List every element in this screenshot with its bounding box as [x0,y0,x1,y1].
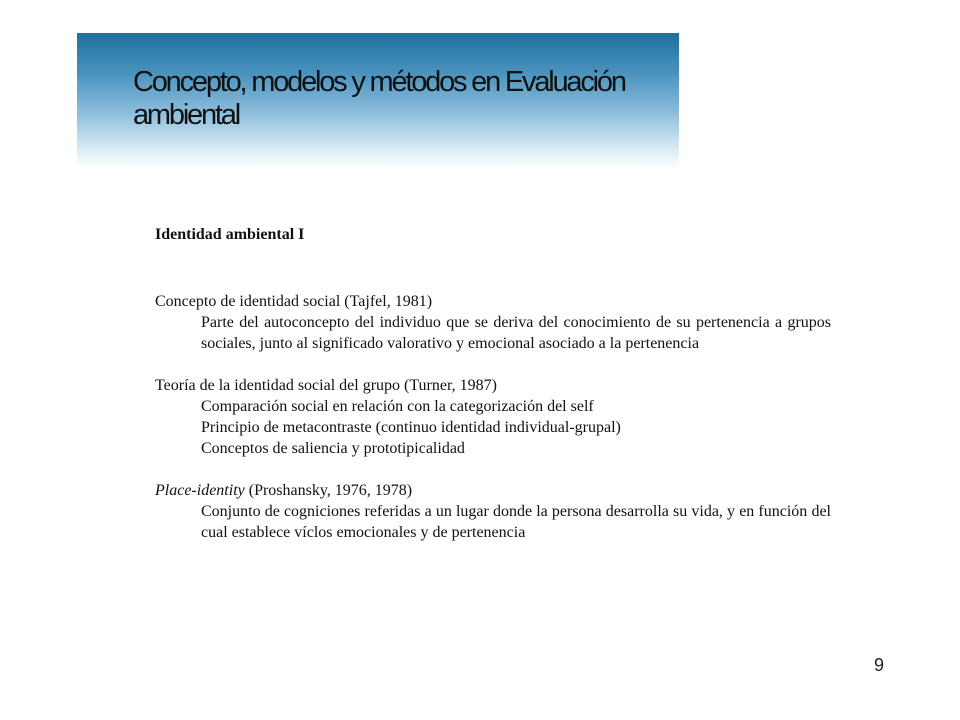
block-item: Principio de metacontraste (continuo identidad individual-grupal) [201,419,621,436]
block-item: Comparación social en relación con la categorización del self [201,398,594,415]
block-title: Concepto de identidad social (Tajfel, 1981) [155,293,433,310]
slide-body [155,224,831,564]
block-title [155,480,831,501]
block-item: Parte del autoconcepto del individuo que se deriva del conocimiento de su pertenencia a grupos sociales, junto al significado valorativo y emocional asociado a la pertenencia [201,314,831,352]
block-item: Conceptos de saliencia y prototipicalidad [201,440,465,457]
concept-block-group-identity [155,375,831,459]
block-title-rest: (Proshansky, 1976, 1978) [244,482,413,499]
block-item: Conjunto de cogniciones referidas a un lugar donde la persona desarrolla su vida, y en función del cual establece víclos emocionales y de pertenencia [201,503,831,541]
slide-title: Concepto, modelos y métodos en Evaluación ambiental [133,66,625,131]
block-title-italic: Place-identity [155,482,245,499]
page-number: 9 [873,655,884,675]
block-title: Teoría de la identidad social del grupo (Turner, 1987) [155,377,497,394]
concept-block-social-identity [155,291,831,354]
section-heading: Identidad ambiental I [155,226,305,243]
concept-block-place-identity [155,480,831,543]
